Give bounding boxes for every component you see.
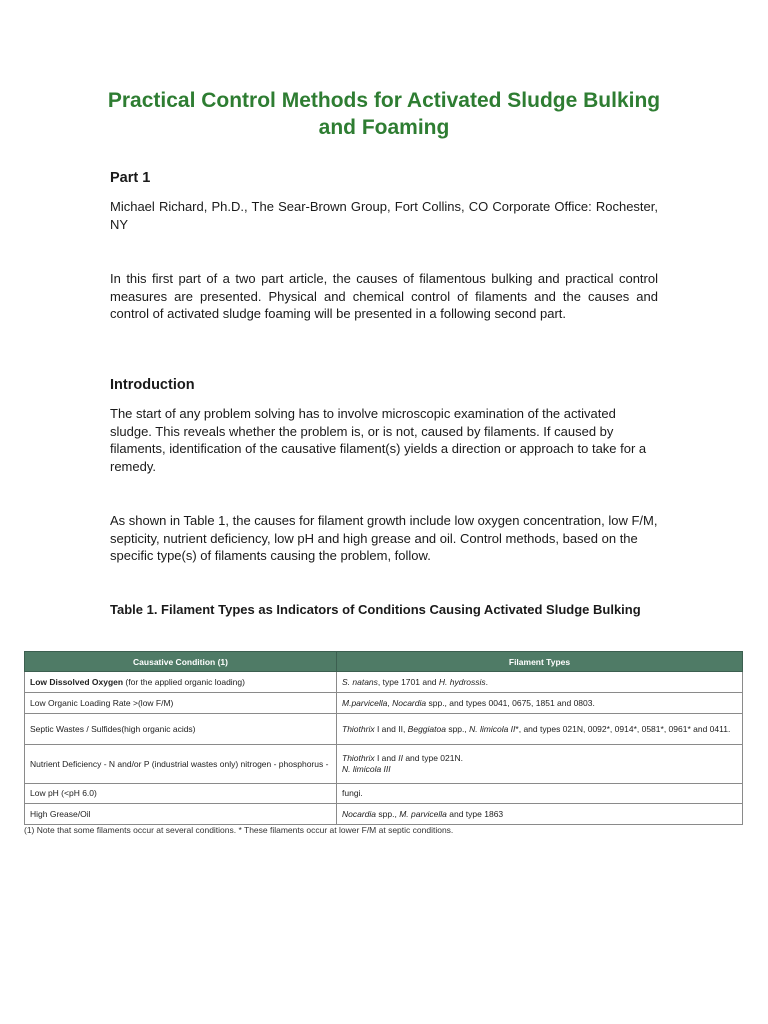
- table-caption: Table 1. Filament Types as Indicators of Conditions Causing Activated Sludge Bulking: [110, 602, 641, 617]
- filament-name: M. parvicella: [399, 808, 447, 819]
- filament-name: Thiothrix: [342, 723, 375, 734]
- filament-text: spp., and types 0041, 0675, 1851 and 0803.: [426, 697, 595, 708]
- filament-text: and type 021N.: [402, 753, 463, 763]
- filament-name: S. natans: [342, 676, 378, 687]
- filament-cell: [337, 693, 743, 714]
- condition-cell: Low pH (<pH 6.0): [25, 784, 337, 804]
- filament-name: H. hydrossis: [438, 676, 486, 687]
- intro-paragraph: In this first part of a two part article, the causes of filamentous bulking and practical control measures are presented. Physical and chemical control of filaments and the causes and control of activated sludge foaming will be presented in a following second part.: [110, 271, 658, 321]
- filament-text: I and II,: [374, 723, 408, 734]
- filament-types-table: [24, 651, 743, 825]
- condition-emphasis: Low Dissolved Oxygen: [30, 676, 124, 687]
- table-row: [25, 693, 743, 714]
- introduction-paragraph-1: The start of any problem solving has to involve microscopic examination of the activated sludge. This reveals whether the problem is, or is not, caused by filaments. If caused by filaments, identification of the causative filament(s) yields a direction or approach to take for a remedy.: [110, 406, 647, 474]
- filament-text: *, and types 021N, 0092*, 0914*, 0581*, 0961* and 0411.: [515, 723, 731, 734]
- condition-cell: Low Organic Loading Rate >(low F/M): [25, 693, 337, 714]
- condition-cell: High Grease/Oil: [25, 804, 337, 825]
- filament-name: II: [398, 753, 403, 763]
- condition-cell: [25, 672, 337, 693]
- part-heading: Part 1: [110, 170, 151, 186]
- condition-text: (for the applied organic loading): [123, 676, 245, 687]
- filament-cell: [337, 672, 743, 693]
- filament-cell: fungi.: [337, 784, 743, 804]
- filament-text: I and: [374, 753, 399, 763]
- filament-name: Thiothrix: [342, 753, 375, 763]
- filament-text: , type 1701 and: [377, 676, 439, 687]
- filament-name: M.parvicella: [342, 697, 388, 708]
- table-row: [25, 745, 743, 784]
- filament-name: N. limicola III: [342, 764, 391, 774]
- filament-text: spp.,: [376, 808, 400, 819]
- table-footnote: (1) Note that some filaments occur at several conditions. * These filaments occur at lower F/M at septic conditions.: [24, 825, 454, 835]
- table-row: [25, 714, 743, 745]
- introduction-paragraph-2: As shown in Table 1, the causes for filament growth include low oxygen concentration, low F/M, septicity, nutrient deficiency, low pH and high grease and oil. Control methods, based on the specific type(s) of filaments causing the problem, follow.: [110, 513, 658, 563]
- condition-cell: Septic Wastes / Sulfides(high organic acids): [25, 714, 337, 745]
- filament-cell: [337, 714, 743, 745]
- header-causative-condition: Causative Condition (1): [25, 652, 337, 672]
- table-row: [25, 784, 743, 804]
- header-filament-types: Filament Types: [337, 652, 743, 672]
- filament-name: N. limicola II: [469, 723, 516, 734]
- filament-name: Beggiatoa: [407, 723, 446, 734]
- introduction-heading: Introduction: [110, 377, 195, 393]
- table-row: [25, 672, 743, 693]
- filament-text: ,: [387, 697, 393, 708]
- condition-cell: Nutrient Deficiency - N and/or P (industrial wastes only) nitrogen - phosphorus -: [25, 745, 337, 784]
- author-line: Michael Richard, Ph.D., The Sear-Brown Group, Fort Collins, CO Corporate Office: Rochester, NY: [110, 199, 658, 232]
- filament-cell: [337, 745, 743, 784]
- filament-text: and type 1863: [446, 808, 504, 819]
- filament-name: Nocardia: [392, 697, 427, 708]
- table-row: [25, 804, 743, 825]
- document-title: Practical Control Methods for Activated Sludge Bulking and Foaming: [107, 89, 661, 139]
- filament-name: Nocardia: [342, 808, 377, 819]
- table-header-row: [25, 652, 743, 672]
- filament-text: .: [485, 676, 489, 687]
- filament-text: spp.,: [445, 723, 470, 734]
- filament-cell: [337, 804, 743, 825]
